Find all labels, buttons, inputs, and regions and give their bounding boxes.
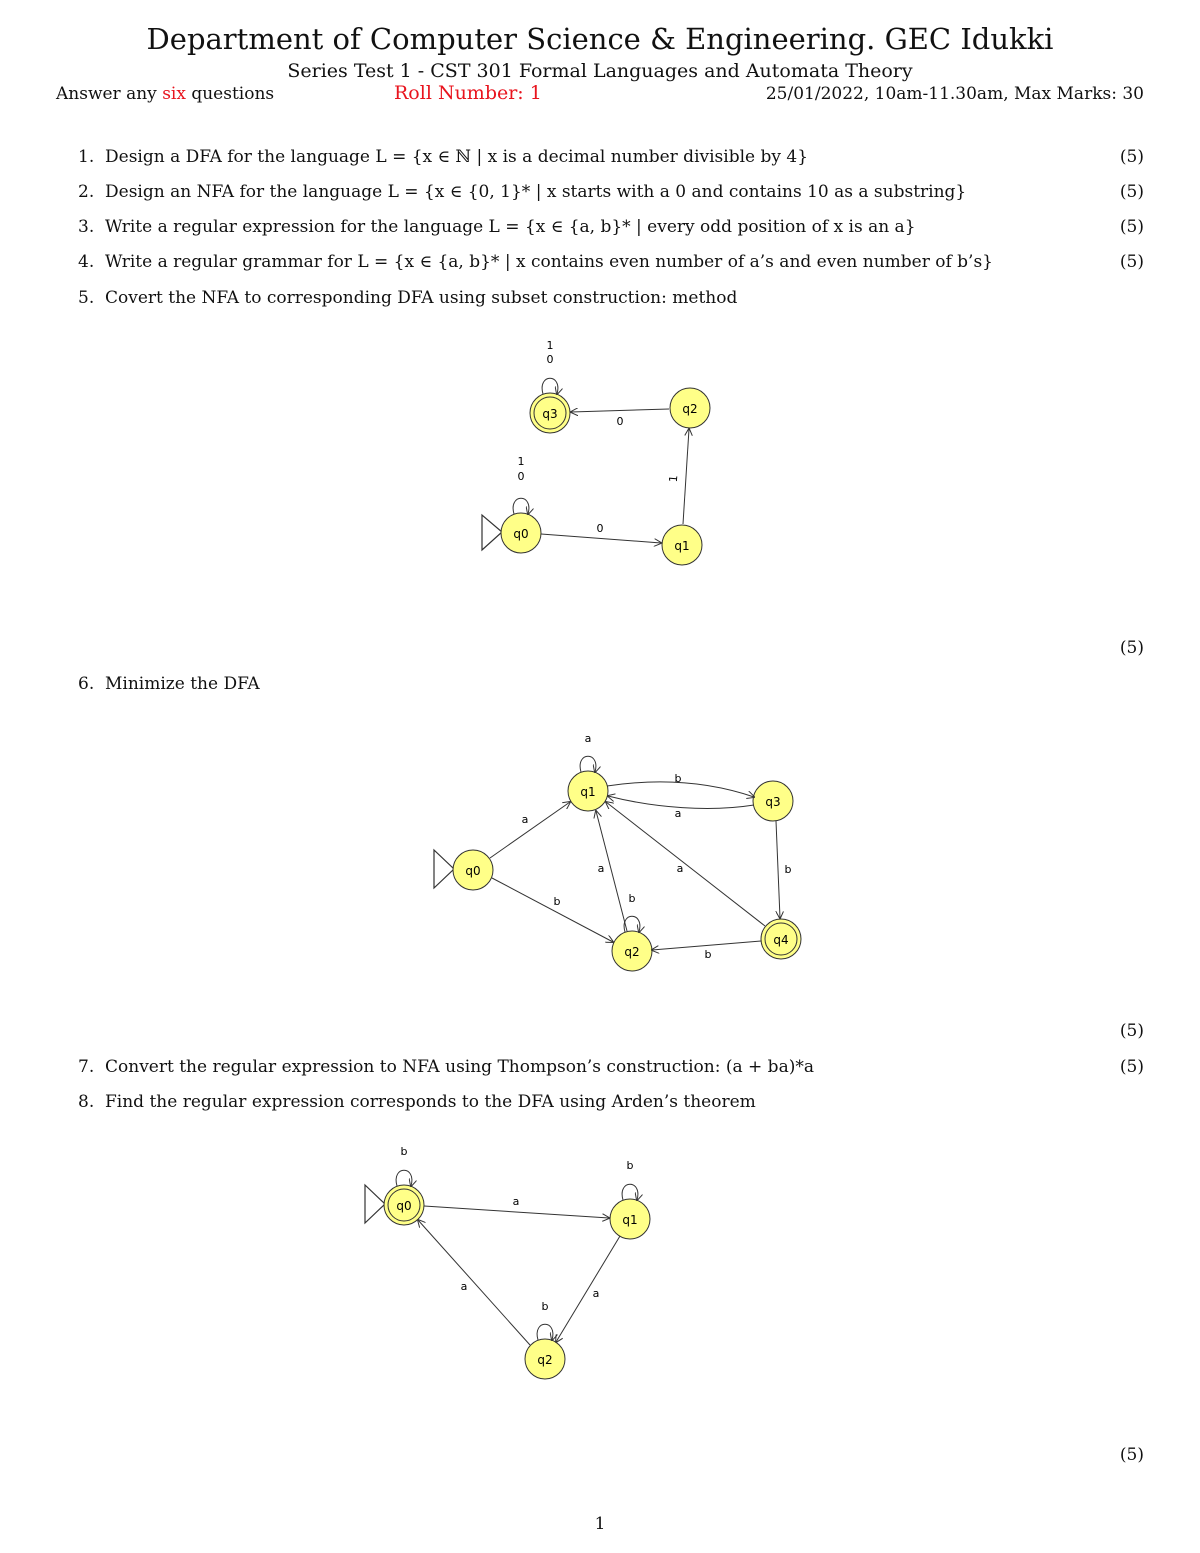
start-arrow	[434, 850, 454, 888]
state-q2-label: q2	[682, 402, 698, 416]
question-marks: (5)	[1119, 1021, 1144, 1041]
question-marks: (5)	[1119, 147, 1144, 167]
edge-q2-q3	[571, 409, 669, 412]
state-q3-label: q3	[765, 795, 781, 809]
question-2	[78, 182, 966, 202]
loop-q2	[537, 1324, 553, 1340]
question-8	[78, 1092, 756, 1112]
instruction	[56, 84, 274, 104]
question-3	[78, 217, 916, 237]
state-q1-label: q1	[674, 539, 690, 553]
question-number: 8.	[78, 1092, 95, 1112]
question-number: 6.	[78, 674, 95, 694]
edge-q3-q4	[776, 821, 780, 918]
page-subtitle: Series Test 1 - CST 301 Formal Languages and Automata Theory	[287, 60, 913, 82]
question-text: Write a regular expression for the language L = {x ∈ {a, b}* | every odd position of x is an a}	[105, 217, 916, 237]
edge-q3-q1-label: a	[674, 807, 682, 820]
dfa-diagram-q8	[350, 1135, 670, 1385]
question-text: Find the regular expression corresponds to the DFA using Arden’s theorem	[105, 1092, 756, 1112]
question-text: Design a DFA for the language L = {x ∈ ℕ | x is a decimal number divisible by 4}	[105, 147, 809, 167]
dfa-diagram-q6	[420, 720, 820, 990]
question-number: 5.	[78, 288, 95, 308]
question-4	[78, 252, 993, 272]
question-marks: (5)	[1119, 638, 1144, 658]
loop-q0-label: 0	[517, 470, 525, 483]
question-marks: (5)	[1119, 252, 1144, 272]
loop-q1-label: a	[584, 732, 592, 745]
edge-q1-q2	[683, 429, 689, 524]
edge-q1-q2-label: a	[592, 1287, 600, 1300]
roll-number: Roll Number: 1	[394, 82, 542, 104]
edge-q0-q2	[492, 878, 613, 942]
loop-q3	[542, 378, 558, 394]
state-q0-label: q0	[396, 1199, 412, 1213]
question-text: Design an NFA for the language L = {x ∈ {0, 1}* | x starts with a 0 and contains 10 as a substring}	[105, 182, 967, 202]
instruction-prefix: Answer any	[56, 84, 157, 104]
edge-q2-q3-label: 0	[616, 415, 624, 428]
question-7	[78, 1057, 814, 1077]
question-text: Write a regular grammar for L = {x ∈ {a, b}* | x contains even number of a’s and even number of b’s}	[105, 252, 994, 272]
instruction-highlight: six	[162, 84, 186, 104]
loop-q1	[580, 756, 596, 772]
question-text: Covert the NFA to corresponding DFA using subset construction: method	[105, 288, 738, 308]
edge-q0-q1	[541, 534, 661, 543]
state-q2-label: q2	[537, 1353, 553, 1367]
question-marks: (5)	[1119, 1057, 1144, 1077]
page-title: Department of Computer Science & Engineering. GEC Idukki	[146, 22, 1054, 56]
question-marks: (5)	[1119, 1445, 1144, 1465]
state-q1-label: q1	[622, 1213, 638, 1227]
start-arrow	[365, 1185, 385, 1223]
state-q3-label: q3	[542, 407, 558, 421]
loop-q1	[622, 1184, 638, 1200]
loop-q3-label: 0	[546, 353, 554, 366]
question-text: Convert the regular expression to NFA using Thompson’s construction: (a + ba)*a	[105, 1057, 814, 1077]
loop-q0-label: 1	[517, 455, 525, 468]
question-1	[78, 147, 808, 167]
edge-q1-q3-label: b	[674, 772, 682, 785]
loop-q3-label: 1	[546, 339, 554, 352]
question-6	[78, 674, 260, 694]
edge-q0-q1-label: a	[512, 1195, 520, 1208]
edge-q2-q1-label: a	[597, 862, 605, 875]
edge-q0-q1-label: a	[521, 813, 529, 826]
state-q0-label: q0	[513, 527, 529, 541]
question-number: 4.	[78, 252, 95, 272]
edge-q2-q0-label: a	[460, 1280, 468, 1293]
edge-q0-q1	[490, 802, 570, 858]
loop-q1-label: b	[626, 1159, 634, 1172]
page-number: 1	[594, 1514, 606, 1534]
edge-q1-q2-label: 1	[666, 474, 681, 483]
edge-q2-q0	[418, 1220, 530, 1345]
edge-q4-q1-label: a	[676, 862, 684, 875]
question-number: 1.	[78, 147, 95, 167]
nfa-diagram-q5	[470, 335, 730, 575]
question-marks: (5)	[1119, 217, 1144, 237]
date-info: 25/01/2022, 10am-11.30am, Max Marks: 30	[765, 84, 1144, 104]
question-text: Minimize the DFA	[105, 674, 260, 694]
state-q0-label: q0	[465, 864, 481, 878]
edge-q3-q4-label: b	[784, 863, 792, 876]
question-number: 2.	[78, 182, 95, 202]
question-number: 7.	[78, 1057, 95, 1077]
state-q1-label: q1	[580, 785, 596, 799]
question-marks: (5)	[1119, 182, 1144, 202]
edge-q0-q1-label: 0	[596, 522, 604, 535]
loop-q0-label: b	[400, 1145, 408, 1158]
question-5	[78, 288, 737, 308]
instruction-suffix: questions	[191, 84, 275, 104]
loop-q0	[396, 1170, 412, 1186]
edge-q0-q2-label: b	[553, 895, 561, 908]
edge-q4-q2-label: b	[704, 948, 712, 961]
loop-q2-label: b	[541, 1300, 549, 1313]
edge-q4-q1	[606, 802, 765, 926]
loop-q2-label: b	[628, 892, 636, 905]
loop-q0	[513, 498, 529, 514]
edge-q1-q2	[556, 1236, 620, 1342]
question-number: 3.	[78, 217, 95, 237]
state-q4-label: q4	[773, 933, 789, 947]
start-arrow	[482, 515, 502, 550]
state-q2-label: q2	[624, 945, 640, 959]
